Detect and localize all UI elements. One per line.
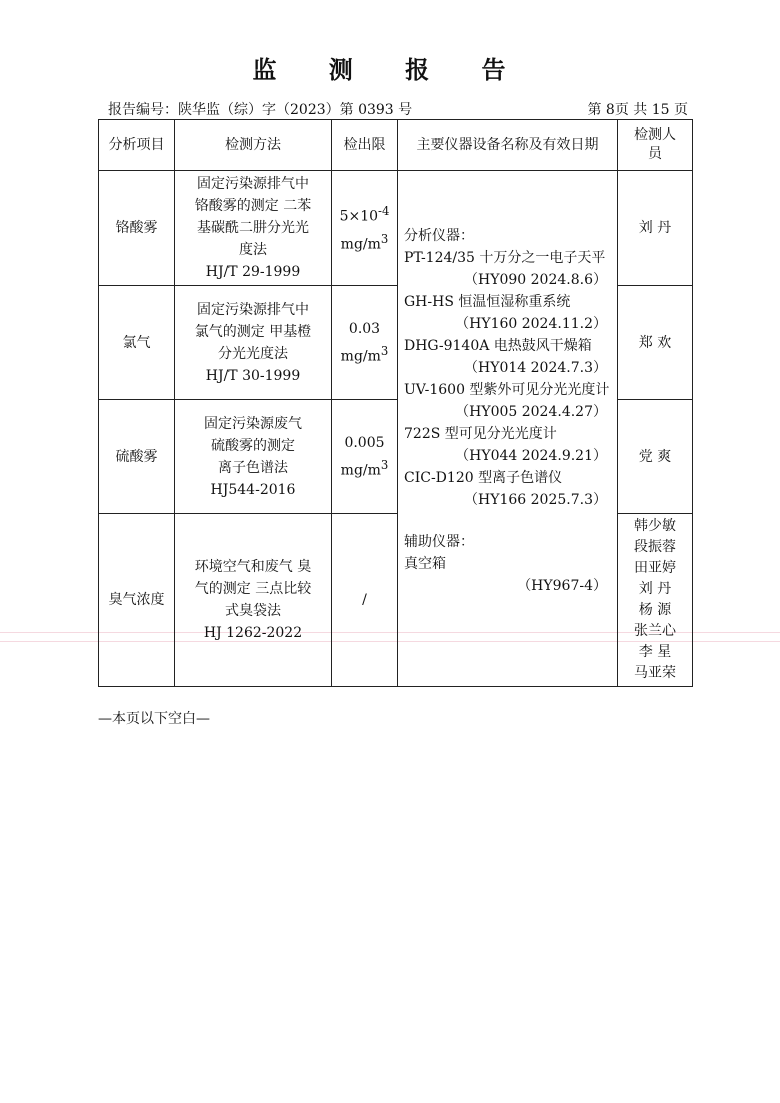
inspector: 杨 源 xyxy=(638,602,672,618)
instrument-code: （HY005 2024.4.27） xyxy=(455,404,607,420)
instrument-name: CIC-D120 型离子色谱仪 xyxy=(404,470,563,486)
method-line: 铬酸雾的测定 二苯 xyxy=(194,198,312,214)
method-line: 基碳酰二肼分光光 xyxy=(197,220,309,236)
method-cell xyxy=(175,286,332,400)
table-row xyxy=(99,171,693,286)
aux-instruments-label: 辅助仪器： xyxy=(404,534,474,550)
instrument-name: DHG-9140A 电热鼓风干燥箱 xyxy=(404,338,592,354)
column-header: 检测方法 xyxy=(175,120,332,171)
method-line: 硫酸雾的测定 xyxy=(211,437,295,454)
method-line: 气的测定 三点比较 xyxy=(194,581,312,597)
method-line: HJ/T 30-1999 xyxy=(205,367,301,384)
method-line: HJ/T 29-1999 xyxy=(205,264,301,280)
report-number: 报告编号：陕华监（综）字（2023）第 0393 号 xyxy=(108,102,413,118)
inspector: 刘 丹 xyxy=(638,581,672,597)
column-header: 主要仪器设备名称及有效日期 xyxy=(398,120,618,171)
results-table xyxy=(98,119,693,687)
method-cell xyxy=(175,400,332,514)
method-cell xyxy=(175,171,332,286)
inspector: 田亚婷 xyxy=(634,560,676,576)
instrument-code: （HY166 2025.7.3） xyxy=(464,492,607,508)
method-line: 固定污染源排气中 xyxy=(197,176,309,192)
instrument-code: （HY160 2024.11.2） xyxy=(455,316,607,332)
analysis-item: 铬酸雾 xyxy=(99,171,175,286)
instrument-name: UV-1600 型紫外可见分光光度计 xyxy=(404,382,610,398)
inspector: 党 爽 xyxy=(618,400,693,514)
inspector: 张兰心 xyxy=(634,623,676,639)
inspector-list xyxy=(618,514,693,687)
instrument-code: （HY014 2024.7.3） xyxy=(464,360,607,376)
instrument-code: （HY090 2024.8.6） xyxy=(464,272,607,288)
column-header: 分析项目 xyxy=(99,120,175,171)
instrument-name: 真空箱 xyxy=(404,556,446,572)
inspector: 段振蓉 xyxy=(634,539,676,555)
instrument-name: GH-HS 恒温恒湿称重系统 xyxy=(404,294,571,310)
method-line: HJ544-2016 xyxy=(210,481,296,498)
detection-limit: 0.03 $mg/m^3$ xyxy=(332,286,398,400)
inspector: 郑 欢 xyxy=(618,286,693,400)
inspector: 李 星 xyxy=(638,644,672,660)
blank-below-note: —本页以下空白— xyxy=(98,711,210,727)
inspector: 马亚荣 xyxy=(634,665,676,681)
inspector: 韩少敏 xyxy=(634,518,676,534)
method-line: 氯气的测定 甲基橙 xyxy=(194,323,312,340)
method-line: 分光光度法 xyxy=(218,345,288,362)
analysis-item: 氯气 xyxy=(99,286,175,400)
table-header-row xyxy=(99,120,693,171)
inspector: 刘 丹 xyxy=(618,171,693,286)
method-cell xyxy=(175,514,332,687)
method-line: 式臭袋法 xyxy=(225,603,281,619)
equipment-cell xyxy=(398,171,618,687)
instrument-code: （HY044 2024.9.21） xyxy=(455,448,607,464)
column-header: 检测人员 xyxy=(618,120,693,171)
instrument-name: 722S 型可见分光光度计 xyxy=(404,426,557,442)
instrument-code: （HY967-4） xyxy=(517,578,607,594)
detection-limit: $5\times 10^{-4}$ $mg/m^3$ xyxy=(332,171,398,286)
method-line: 环境空气和废气 臭 xyxy=(194,559,312,575)
analysis-instruments-label: 分析仪器： xyxy=(404,228,474,244)
detection-limit: / xyxy=(332,514,398,687)
method-line: 离子色谱法 xyxy=(218,459,288,476)
method-line: 度法 xyxy=(239,242,267,258)
analysis-item: 臭气浓度 xyxy=(99,514,175,687)
report-title: 监 测 报 告 xyxy=(252,56,528,84)
page-info: 第 8页 共 15 页 xyxy=(587,102,688,118)
method-line: 固定污染源废气 xyxy=(204,415,302,432)
instrument-name: PT-124/35 十万分之一电子天平 xyxy=(404,250,606,266)
detection-limit: 0.005 $mg/m^3$ xyxy=(332,400,398,514)
column-header: 检出限 xyxy=(332,120,398,171)
method-line: 固定污染源排气中 xyxy=(197,301,309,318)
method-line: HJ 1262-2022 xyxy=(203,625,303,641)
analysis-item: 硫酸雾 xyxy=(99,400,175,514)
